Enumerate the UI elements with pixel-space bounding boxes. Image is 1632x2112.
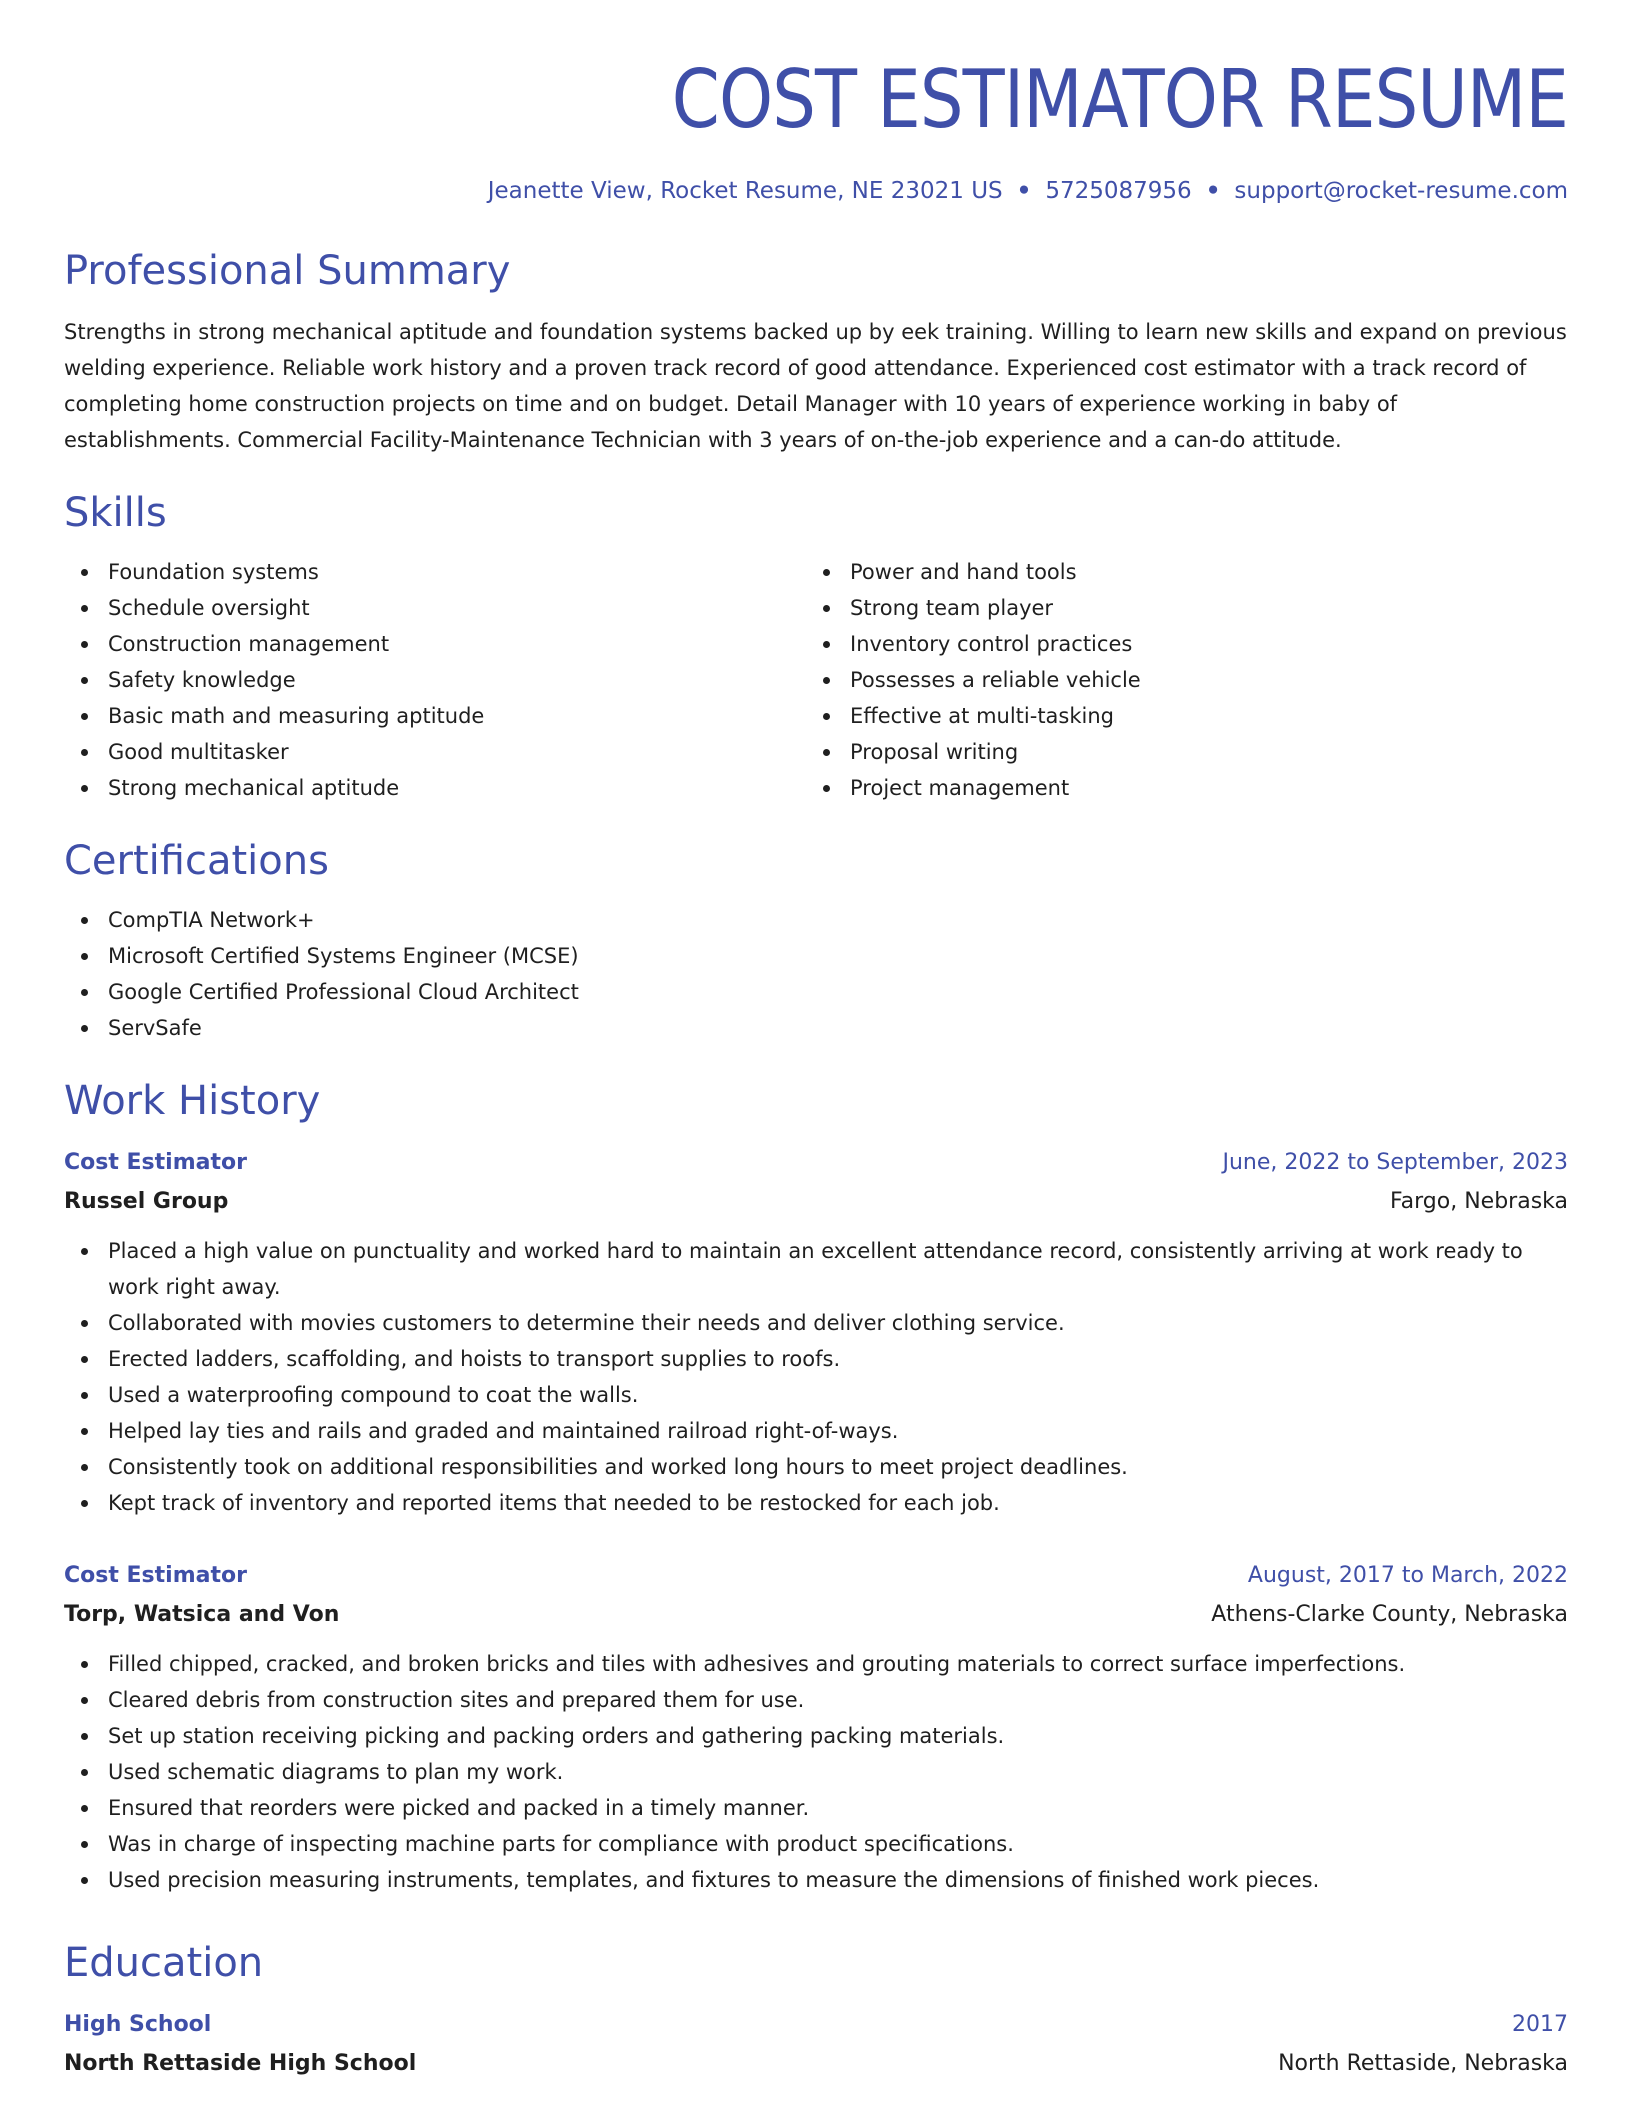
section-heading-education: Education	[64, 1940, 264, 1986]
contact-address: Jeanette View, Rocket Resume, NE 23021 US	[487, 178, 1003, 204]
job-location: Fargo, Nebraska	[1390, 1189, 1568, 1214]
section-heading-skills: Skills	[64, 490, 167, 536]
contact-phone[interactable]: 5725087956	[1045, 178, 1192, 204]
education-degree: High School	[64, 2012, 212, 2037]
list-item: Helped lay ties and rails and graded and maintained railroad right-of-ways.	[64, 1413, 1568, 1449]
job-title-row	[64, 1148, 1568, 1178]
list-item: Microsoft Certified Systems Engineer (MCSE)	[64, 938, 1568, 974]
job-bullets	[64, 1233, 1568, 1521]
list-item: Construction management	[64, 626, 806, 662]
list-item: Used a waterproofing compound to coat the walls.	[64, 1377, 1568, 1413]
education-school-row	[64, 2040, 1568, 2079]
contact-separator: •	[1016, 178, 1032, 204]
list-item: Basic math and measuring aptitude	[64, 698, 806, 734]
contact-email[interactable]: support@rocket-resume.com	[1234, 178, 1568, 204]
job-title-row	[64, 1561, 1568, 1591]
list-item: Power and hand tools	[806, 554, 1548, 590]
work-history-section	[64, 1074, 1568, 1898]
list-item: Used precision measuring instruments, templates, and fixtures to measure the dimensions of finished work pieces.	[64, 1862, 1568, 1898]
list-item: Collaborated with movies customers to determine their needs and deliver clothing service.	[64, 1305, 1568, 1341]
list-item: Strong team player	[806, 590, 1548, 626]
summary-section	[64, 244, 1568, 458]
list-item: Schedule oversight	[64, 590, 806, 626]
list-item: Ensured that reorders were picked and packed in a timely manner.	[64, 1790, 1568, 1826]
section-heading-work-history: Work History	[64, 1078, 321, 1124]
list-item: Placed a high value on punctuality and worked hard to maintain an excellent attendance record, consistently arriving at work ready to work right away.	[64, 1233, 1568, 1305]
certifications-section	[64, 834, 1568, 1046]
list-item: Strong mechanical aptitude	[64, 770, 806, 806]
job-company: Russel Group	[64, 1189, 229, 1214]
list-item: Cleared debris from construction sites and prepared them for use.	[64, 1682, 1568, 1718]
education-year: 2017	[1512, 2012, 1568, 2037]
job-title: Cost Estimator	[64, 1150, 247, 1175]
job-dates: June, 2022 to September, 2023	[1222, 1150, 1568, 1175]
page-title: COST ESTIMATOR RESUME	[671, 53, 1568, 146]
list-item: Filled chipped, cracked, and broken bricks and tiles with adhesives and grouting materials to correct surface imperfections.	[64, 1646, 1568, 1682]
list-item: Consistently took on additional responsibilities and worked long hours to meet project deadlines.	[64, 1449, 1568, 1485]
list-item: Kept track of inventory and reported items that needed to be restocked for each job.	[64, 1485, 1568, 1521]
job-dates: August, 2017 to March, 2022	[1247, 1563, 1568, 1588]
section-heading-summary: Professional Summary	[64, 248, 511, 294]
education-school: North Rettaside High School	[64, 2051, 417, 2076]
list-item: Google Certified Professional Cloud Architect	[64, 974, 1568, 1010]
job-company-row	[64, 1178, 1568, 1217]
job-entry	[64, 1148, 1568, 1521]
list-item: Safety knowledge	[64, 662, 806, 698]
list-item: CompTIA Network+	[64, 902, 1568, 938]
certifications-list	[64, 902, 1568, 1046]
contact-line	[64, 176, 1568, 206]
education-section	[64, 1936, 1568, 2079]
list-item: Good multitasker	[64, 734, 806, 770]
summary-text: Strengths in strong mechanical aptitude and foundation systems backed up by eek training. Willing to learn new skills and expand on previous welding experience. Reliable work history and a proven track record of good attendance. Experienced cost estimator with a track record of completing home construction projects on time and on budget. Detail Manager with 10 years of experience working in baby of establishments. Commercial Facility-Maintenance Technician with 3 years of on-the-job experience and a can-do attitude.	[64, 320, 1567, 452]
list-item: Erected ladders, scaffolding, and hoists to transport supplies to roofs.	[64, 1341, 1568, 1377]
list-item: Project management	[806, 770, 1548, 806]
contact-separator: •	[1205, 178, 1221, 204]
list-item: Proposal writing	[806, 734, 1548, 770]
education-location: North Rettaside, Nebraska	[1278, 2051, 1568, 2076]
section-heading-certifications: Certifications	[64, 838, 329, 884]
skills-list-left	[64, 554, 806, 806]
skills-grid	[64, 554, 1568, 806]
skills-list-right	[806, 554, 1548, 806]
skills-section	[64, 486, 1568, 806]
job-company: Torp, Watsica and Von	[64, 1602, 340, 1627]
list-item: Used schematic diagrams to plan my work.	[64, 1754, 1568, 1790]
job-location: Athens-Clarke County, Nebraska	[1211, 1602, 1568, 1627]
list-item: Set up station receiving picking and packing orders and gathering packing materials.	[64, 1718, 1568, 1754]
list-item: ServSafe	[64, 1010, 1568, 1046]
list-item: Was in charge of inspecting machine parts for compliance with product specifications.	[64, 1826, 1568, 1862]
education-degree-row	[64, 2010, 1568, 2040]
list-item: Effective at multi-tasking	[806, 698, 1548, 734]
list-item: Foundation systems	[64, 554, 806, 590]
list-item: Possesses a reliable vehicle	[806, 662, 1548, 698]
list-item: Inventory control practices	[806, 626, 1548, 662]
resume-header	[64, 0, 1568, 206]
job-entry	[64, 1561, 1568, 1898]
job-bullets	[64, 1646, 1568, 1898]
job-company-row	[64, 1591, 1568, 1630]
job-title: Cost Estimator	[64, 1563, 247, 1588]
education-entry	[64, 2010, 1568, 2079]
